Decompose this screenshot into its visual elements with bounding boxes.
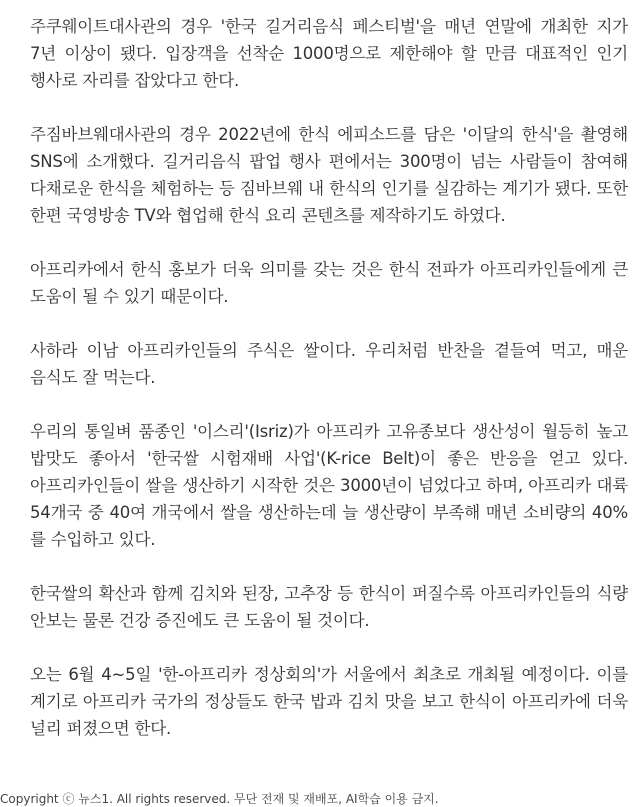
article-paragraph: 아프리카에서 한식 홍보가 더욱 의미를 갖는 것은 한식 전파가 아프리카인들에게 큰 도움이 될 수 있기 때문이다. [30, 260, 628, 306]
article-paragraph: 사하라 이남 아프리카인들의 주식은 쌀이다. 우리처럼 반찬을 곁들여 먹고, 매운 음식도 잘 먹는다. [30, 341, 628, 387]
article-paragraph: 주쿠웨이트대사관의 경우 '한국 길거리음식 페스티벌'을 매년 연말에 개최한 지가 7년 이상이 됐다. 입장객을 선착순 1000명으로 제한해야 할 만큼 대표적인 인기 행사로 자리를 잡았다고 한다. [30, 17, 628, 90]
article-paragraph: 오는 6월 4~5일 '한-아프리카 정상회의'가 서울에서 최초로 개최될 예정이다. 이를 계기로 아프리카 국가의 정상들도 한국 밥과 김치 맛을 보고 한식이 아프리카에 더욱 널리 퍼졌으면 한다. [30, 665, 628, 738]
article-paragraph: 한국쌀의 확산과 함께 김치와 된장, 고추장 등 한식이 퍼질수록 아프리카인들의 식량 안보는 물론 건강 증진에도 큰 도움이 될 것이다. [30, 584, 628, 630]
article-paragraph: 우리의 통일벼 품종인 '이스리'(Isriz)가 아프리카 고유종보다 생산성이 월등히 높고 밥맛도 좋아서 '한국쌀 시험재배 사업'(K-rice Belt)이 좋은 반응을 얻고 있다. 아프리카인들이 쌀을 생산하기 시작한 것은 3000년이 넘었다고 하며, 아프리카 대륙 54개국 중 40여 개국에서 쌀을 생산하는데 늘 생산량이 부족해 매년 소비량의 40%를 수입하고 있다. [30, 422, 628, 549]
article-body [30, 13, 628, 769]
copyright-notice: Copyright ⓒ 뉴스1. All rights reserved. 무단 전재 및 재배포, AI학습 이용 금지. [0, 792, 439, 806]
article-paragraph: 주짐바브웨대사관의 경우 2022년에 한식 에피소드를 담은 '이달의 한식'을 촬영해 SNS에 소개했다. 길거리음식 팝업 행사 편에서는 300명이 넘는 사람들이 참여해 다채로운 한식을 체험하는 등 짐바브웨 내 한식의 인기를 실감하는 계기가 됐다. 또한 한편 국영방송 TV와 협업해 한식 요리 콘텐츠를 제작하기도 하였다. [30, 125, 628, 225]
